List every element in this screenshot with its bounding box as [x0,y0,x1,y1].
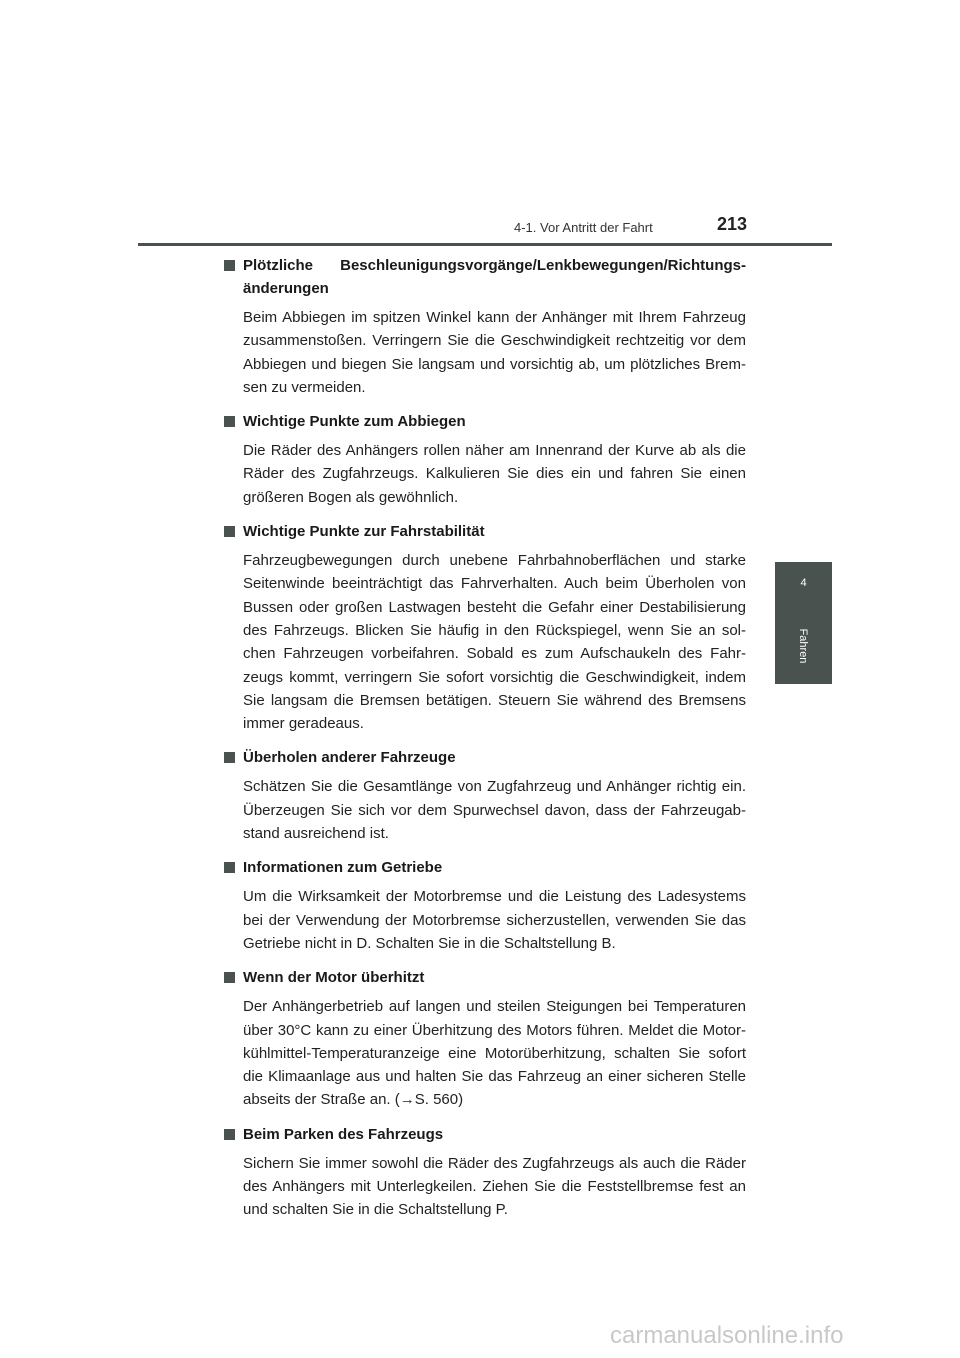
section-transmission [222,856,746,955]
section-turning [222,410,746,509]
section-body: Fahrzeugbewegungen durch unebene Fahrbahnoberflächen und starke Seitenwinde beeinträchtigt das Fahrverhalten. Auch beim Überholen von Bussen oder großen Lastwagen besteht die Gefahr einer Destabilisierung des Fahrzeugs. Blicken Sie häufig in den Rückspiegel, wenn Sie an sol-chen Fahrzeugen vorbeifahren. Sobald es zum Aufschaukeln des Fahr-zeugs kommt, verringern Sie sofort vorsichtig die Geschwindigkeit, indem Sie langsam die Bremsen betätigen. Steuern Sie während des Bremsens immer geradeaus. [243,552,746,733]
section-overheating [222,966,746,1111]
square-bullet-icon [224,752,235,763]
section-body: Um die Wirksamkeit der Motorbremse und die Leistung des Ladesystems bei der Verwendung der Motorbremse sicherzustellen, verwenden Sie das Getriebe nicht in D. Schalten Sie in die Schaltstellung B. [243,888,746,952]
section-heading [222,254,746,300]
section-heading-text: Wichtige Punkte zur Fahrstabilität [243,523,485,541]
section-body: Schätzen Sie die Gesamtlänge von Zugfahrzeug und Anhänger richtig ein. Überzeugen Sie sich vor dem Spurwechsel davon, dass der Fahrzeugab-stand ausreichend ist. [243,778,746,843]
section-heading [222,1123,746,1146]
page-content [222,254,746,1233]
section-heading-text: Beim Parken des Fahrzeugs [243,1125,444,1143]
section-heading [222,520,746,543]
section-body: Die Räder des Anhängers rollen näher am Innenrand der Kurve ab als die Räder des Zugfahrzeugs. Kalkulieren Sie dies ein und fahren Sie einen größeren Bogen als gewöhnlich. [243,442,746,506]
square-bullet-icon [224,972,235,983]
square-bullet-icon [224,526,235,537]
chapter-tab-label: Fahren [797,628,809,664]
running-header-section: 4-1. Vor Antritt der Fahrt [514,220,653,235]
section-heading-text: Informationen zum Getriebe [243,859,443,877]
section-heading-text: Wenn der Motor überhitzt [243,969,425,987]
section-overtaking [222,746,746,845]
section-heading-text: Plötzliche Beschleunigungsvorgänge/Lenkbewegungen/Richtungs-änderungen [243,257,746,297]
section-heading-text: Wichtige Punkte zum Abbiegen [243,413,466,431]
page-number: 213 [717,214,748,234]
section-heading [222,856,746,879]
chapter-tab-number: 4 [800,577,807,589]
section-heading [222,410,746,433]
square-bullet-icon [224,1129,235,1140]
watermark: carmanualsonline.info [610,1322,844,1349]
section-heading [222,746,746,769]
square-bullet-icon [224,862,235,873]
section-heading [222,966,746,989]
section-body: Sichern Sie immer sowohl die Räder des Zugfahrzeugs als auch die Räder des Anhängers mit Unterlegkeilen. Ziehen Sie die Feststellbremse fest an und schalten Sie in die Schaltstellung P. [243,1154,746,1219]
section-body: Beim Abbiegen im spitzen Winkel kann der Anhänger mit Ihrem Fahrzeug zusammenstoßen. Verringern Sie die Geschwindigkeit rechtzeitig vor dem Abbiegen und biegen Sie langsam und vorsichtig ab, um plötzliches Brem-sen zu vermeiden. [243,309,746,396]
section-parking [222,1123,746,1222]
square-bullet-icon [224,416,235,427]
section-sudden-maneuvers [222,254,746,399]
square-bullet-icon [224,260,235,271]
header-divider [138,243,832,246]
section-body: Der Anhängerbetrieb auf langen und steilen Steigungen bei Temperaturen über 30°C kann zu einer Überhitzung des Motors führen. Meldet die Motor-kühlmittel-Temperaturanzeige eine Motorüberhitzung, schalten Sie sofort die Klimaanlage aus und halten Sie das Fahrzeug an einer sicheren Stelle abseits der Straße an. (→S. 560) [243,998,746,1109]
section-heading-text: Überholen anderer Fahrzeuge [243,749,456,767]
section-stability [222,520,746,735]
